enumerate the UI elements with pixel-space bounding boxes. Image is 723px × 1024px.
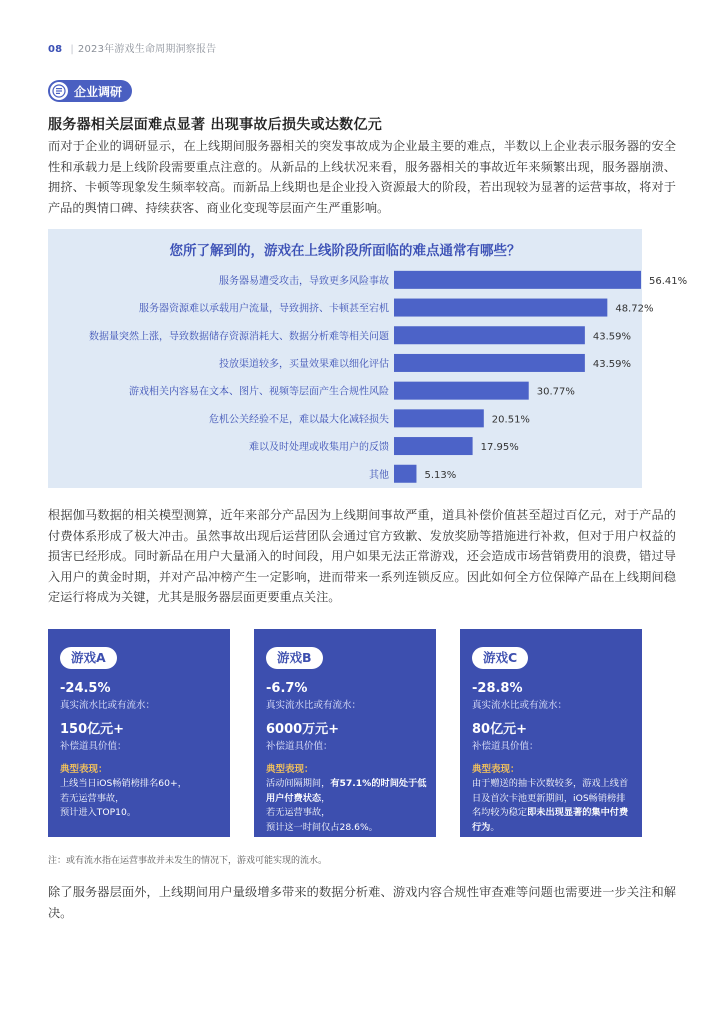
- card-change-label: 真实流水比或有流水：: [472, 700, 568, 711]
- bar-value-label: 48.72%: [615, 303, 654, 315]
- card-desc-highlight: 即未出现显著的集中付费行为: [472, 807, 629, 833]
- bar: [394, 271, 641, 289]
- bar: [394, 409, 484, 427]
- bar-category-label: 其他: [369, 469, 389, 481]
- bar: [394, 437, 473, 455]
- page-number: 08: [48, 44, 63, 55]
- bar-value-label: 43.59%: [592, 358, 632, 370]
- card-description: [472, 777, 642, 835]
- card-typical-label: 典型表现：: [60, 764, 108, 775]
- card-description: [266, 777, 436, 835]
- report-title: 2023年游戏生命周期洞察报告: [77, 44, 217, 55]
- page-header: [48, 40, 216, 55]
- card-typical-label: 典型表现：: [472, 764, 520, 775]
- bar-chart: [48, 229, 688, 488]
- card-amount-label: 补偿道具价值：: [60, 741, 127, 752]
- closing-paragraph: 除了服务器层面外，上线期间用户量级增多带来的数据分析难、游戏内容合规性审查难等问题也需要进一步关注和解决。: [48, 885, 676, 920]
- game-card-a: [48, 629, 230, 837]
- card-amount-label: 补偿道具价值：: [472, 741, 539, 752]
- header-separator: |: [70, 44, 74, 55]
- survey-emblem-icon: [50, 82, 68, 100]
- bar-value-label: 20.51%: [491, 414, 530, 426]
- chart-panel: [48, 229, 688, 488]
- bar-value-label: 56.41%: [649, 275, 688, 287]
- bar-value-label: 17.95%: [480, 442, 519, 454]
- card-change-value: -24.5%: [60, 681, 111, 696]
- bar: [394, 382, 529, 400]
- card-desc-line: 预计进入TOP10。: [60, 807, 137, 818]
- card-desc-text: 活动间隔期间，: [266, 778, 331, 789]
- card-desc-line: 上线当日iOS畅销榜排名60+，: [60, 778, 187, 789]
- card-amount-value: 80亿元+: [472, 722, 527, 737]
- footnote: 注：或有流水指在运营事故并未发生的情况下，游戏可能实现的流水。: [48, 856, 328, 866]
- card-desc-line: 若无运营事故，: [60, 792, 125, 804]
- section-badge: [48, 80, 132, 102]
- bar-value-label: 30.77%: [536, 386, 575, 398]
- bar: [394, 465, 416, 483]
- card-change-label: 真实流水比或有流水：: [266, 700, 362, 711]
- card-title: 游戏B: [266, 647, 323, 669]
- section-heading: 服务器相关层面难点显著 出现事故后损失或达数亿元: [48, 117, 383, 133]
- bar-category-label: 投放渠道较多，买量效果难以细化评估: [219, 358, 389, 370]
- card-typical-label: 典型表现：: [266, 764, 314, 775]
- bar: [394, 354, 585, 372]
- section-badge-label: 企业调研: [74, 84, 123, 99]
- card-description: [60, 777, 230, 821]
- game-card-b: [254, 629, 436, 837]
- card-change-value: -6.7%: [266, 681, 308, 696]
- card-desc-text: 由于赠送的抽卡次数较多，游戏上线首日及首次卡池更新期间，iOS畅销榜排名均较为稳定: [472, 778, 629, 818]
- bar-category-label: 游戏相关内容易在文本、图片、视频等层面产生合规性风险: [129, 386, 389, 398]
- bar-category-label: 危机公关经验不足，难以最大化减轻损失: [209, 414, 389, 426]
- card-desc-text: ，: [321, 792, 331, 804]
- intro-paragraph: 而对于企业的调研显示，在上线期间服务器相关的突发事故成为企业最主要的难点，半数以上企业表示服务器的安全性和承载力是上线阶段需要重点注意的。从新品的上线状况来看，服务器相关的事故近年来频繁出现，服务器崩溃、拥挤、卡顿等现象发生频率较高。而新品上线期也是企业投入资源最大的阶段，若出现较为显著的运营事故，将对于产品的舆情口碑、持续获客、商业化变现等层面产生严重影响。: [48, 139, 676, 215]
- bar: [394, 326, 585, 344]
- game-card-c: [460, 629, 642, 837]
- bar-value-label: 43.59%: [592, 331, 632, 343]
- card-desc-line: 预计这一时间仅占28.6%。: [266, 821, 378, 833]
- card-change-value: -28.8%: [472, 681, 523, 696]
- chart-title: 您所了解到的，游戏在上线阶段所面临的难点通常有哪些？: [169, 243, 521, 259]
- analysis-paragraph: 根据伽马数据的相关模型测算，近年来部分产品因为上线期间事故严重，道具补偿价值甚至超过百亿元，对于产品的付费体系形成了极大冲击。虽然事故出现后运营团队会通过官方致歉、发放奖励等措施进行补救，但对于用户权益的损害已经形成。同时新品在用户大量涌入的时间段，用户如果无法正常游戏，还会造成市场营销费用的浪费，错过导入用户的黄金时期，并对产品冲榜产生一定影响，进而带来一系列连锁反应。因此如何全方位保障产品在上线期间稳定运行将成为关键，尤其是服务器层面更要重点关注。: [48, 508, 676, 604]
- card-amount-value: 150亿元+: [60, 722, 125, 737]
- card-change-label: 真实流水比或有流水：: [60, 700, 156, 711]
- card-title: 游戏A: [60, 647, 117, 669]
- card-title: 游戏C: [472, 647, 528, 669]
- bar-value-label: 5.13%: [424, 469, 457, 481]
- bar-category-label: 服务器易遭受攻击，导致更多风险事故: [219, 275, 389, 287]
- card-desc-line: 若无运营事故，: [266, 807, 331, 818]
- card-amount-value: 6000万元+: [266, 722, 340, 737]
- bar: [394, 299, 607, 317]
- card-desc-highlight: 有57.1%的时间处于低用户付费状态: [266, 778, 427, 804]
- bar-category-label: 数据量突然上涨，导致数据储存资源消耗大、数据分析难等相关问题: [89, 331, 389, 343]
- bar-category-label: 难以及时处理或收集用户的反馈: [249, 442, 389, 454]
- card-desc-text: 。: [490, 821, 500, 833]
- bar-category-label: 服务器资源难以承载用户流量，导致拥挤、卡顿甚至宕机: [139, 303, 389, 315]
- card-amount-label: 补偿道具价值：: [266, 741, 333, 752]
